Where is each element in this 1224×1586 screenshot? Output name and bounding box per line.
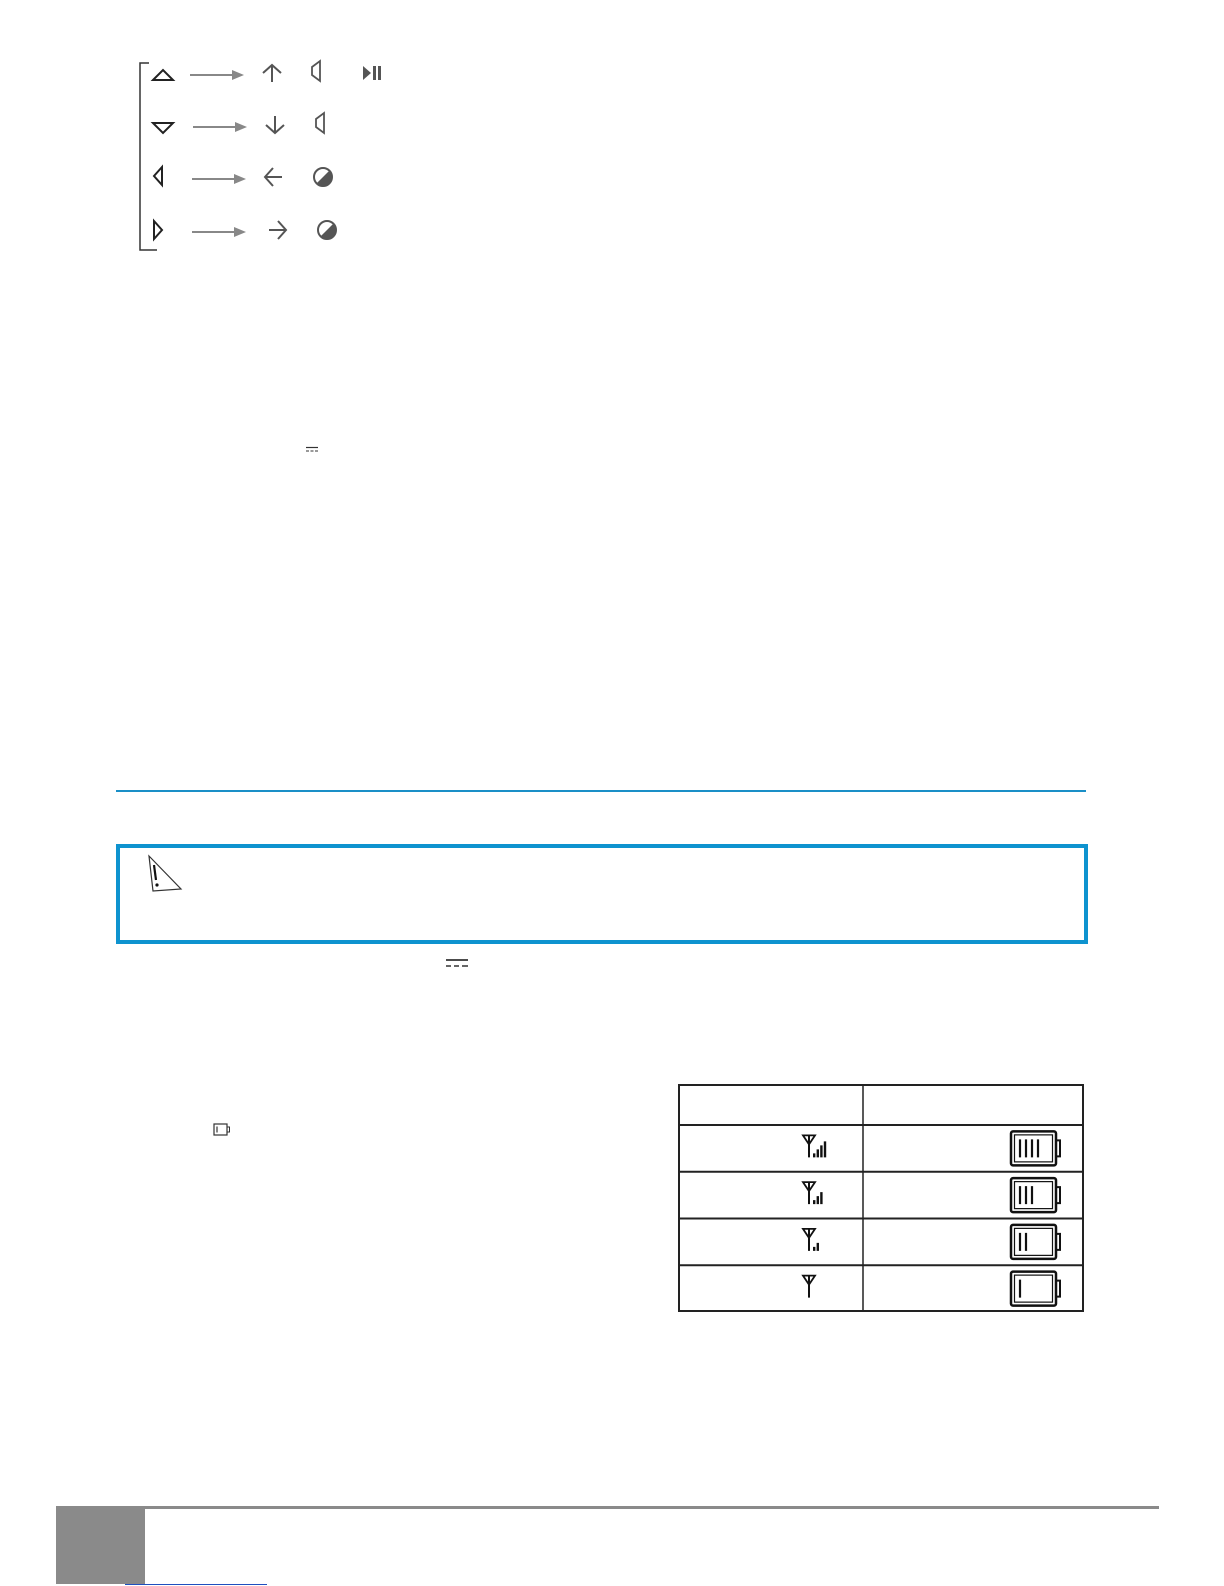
up-triangle-icon: [153, 70, 173, 80]
left-arrow-icon: [265, 168, 282, 186]
volume-down-speaker-icon: [316, 113, 324, 133]
signal-4-bars-icon: [803, 1135, 826, 1157]
dc-power-icon: [445, 958, 469, 970]
battery-empty-icon: [213, 1123, 231, 1136]
battery-1-bar-icon: [1011, 1272, 1060, 1306]
contrast-icon: [314, 168, 332, 186]
right-arrow-icon: [269, 221, 286, 239]
mapping-arrow-icon: [192, 174, 246, 184]
volume-up-speaker-icon: [312, 61, 320, 81]
footer-rule: [56, 1506, 1159, 1509]
battery-3-bars-icon: [1011, 1178, 1060, 1212]
contrast-icon: [318, 221, 336, 239]
page-number-block: [56, 1508, 145, 1584]
warning-box: [116, 844, 1088, 944]
table-frame: [679, 1085, 1083, 1311]
section-divider: [116, 790, 1086, 792]
warning-triangle-icon: [145, 853, 185, 893]
battery-2-bars-icon: [1011, 1225, 1060, 1259]
down-triangle-icon: [153, 123, 173, 133]
down-arrow-icon: [266, 116, 284, 133]
signal-2-bars-icon: [803, 1229, 819, 1251]
mapping-arrow-icon: [190, 70, 244, 80]
mapping-arrow-icon: [193, 122, 247, 132]
battery-4-bars-icon: [1011, 1131, 1060, 1165]
signal-battery-table: [678, 1084, 1084, 1312]
left-triangle-icon: [154, 167, 162, 185]
up-arrow-icon: [263, 65, 281, 82]
key-mapping-diagram: [130, 55, 410, 260]
signal-3-bars-icon: [803, 1182, 823, 1204]
right-triangle-icon: [154, 221, 162, 239]
signal-0-bars-icon: [803, 1276, 815, 1298]
mapping-arrow-icon: [192, 227, 246, 237]
dc-power-icon: [305, 446, 319, 454]
play-pause-icon: [363, 66, 381, 80]
